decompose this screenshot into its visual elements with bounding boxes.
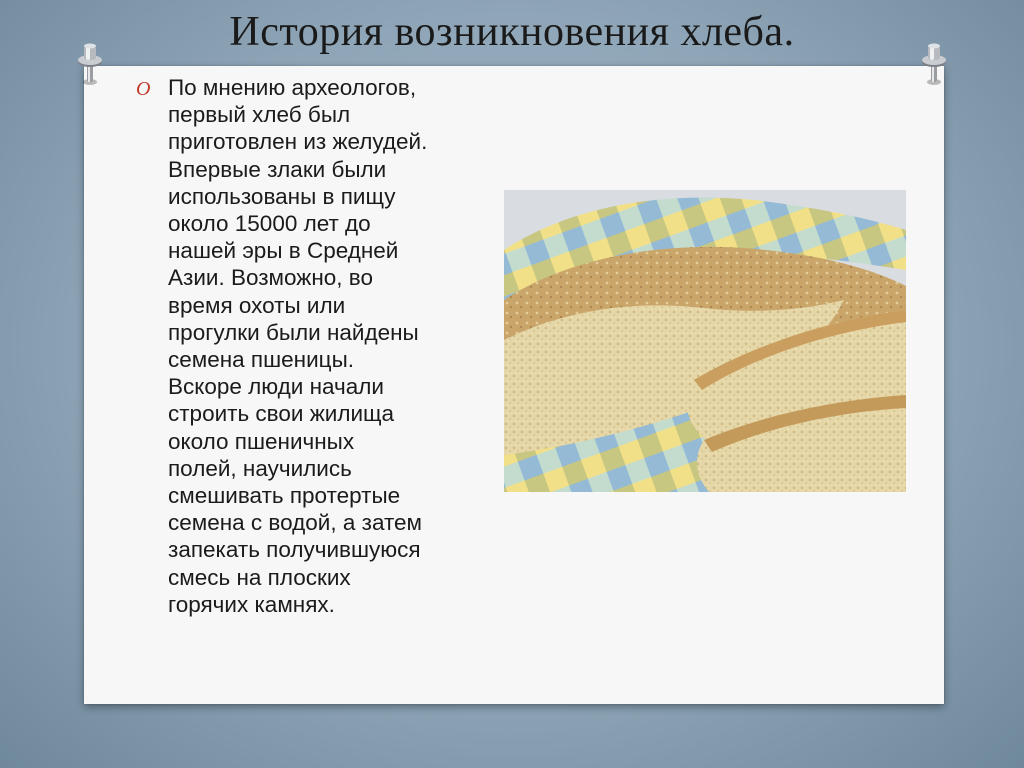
paragraph-line: приготовлен из желудей.: [168, 129, 428, 155]
paragraph-line: смешивать протертые: [168, 483, 401, 509]
paragraph-line: смесь на плоских: [168, 564, 351, 590]
slide-title: История возникновения хлеба.: [229, 9, 795, 55]
paragraph-line: Азии. Возможно, во: [168, 265, 373, 291]
paragraph-line: около 15000 лет до: [168, 211, 371, 237]
paragraph-line: Вскоре люди начали: [168, 374, 384, 400]
push-pin-icon: [918, 42, 950, 86]
bread-illustration: [504, 190, 906, 492]
paragraph-line: нашей эры в Средней: [168, 238, 399, 264]
paragraph-line: первый хлеб был: [168, 102, 351, 128]
paragraph-line: около пшеничных: [168, 428, 355, 454]
body-paragraph: [168, 74, 508, 618]
paragraph-line: семена пшеницы.: [168, 347, 354, 373]
paragraph-line: семена с водой, а затем: [168, 510, 423, 536]
push-pin-icon: [74, 42, 106, 86]
paragraph-line: прогулки были найдены: [168, 319, 419, 345]
bread-photo: [504, 190, 906, 492]
paragraph-line: строить свои жилища: [168, 401, 395, 427]
paragraph-line: Впервые злаки были: [168, 156, 387, 182]
paragraph-line: время охоты или: [168, 292, 346, 318]
paragraph-line: горячих камнях.: [168, 591, 335, 617]
paragraph-line: использованы в пищу: [168, 183, 396, 209]
paragraph-line: По мнению археологов,: [168, 75, 417, 100]
paragraph-line: полей, научились: [168, 455, 352, 481]
paragraph-line: запекать получившуюся: [168, 537, 421, 563]
bullet-marker: O: [136, 78, 151, 100]
